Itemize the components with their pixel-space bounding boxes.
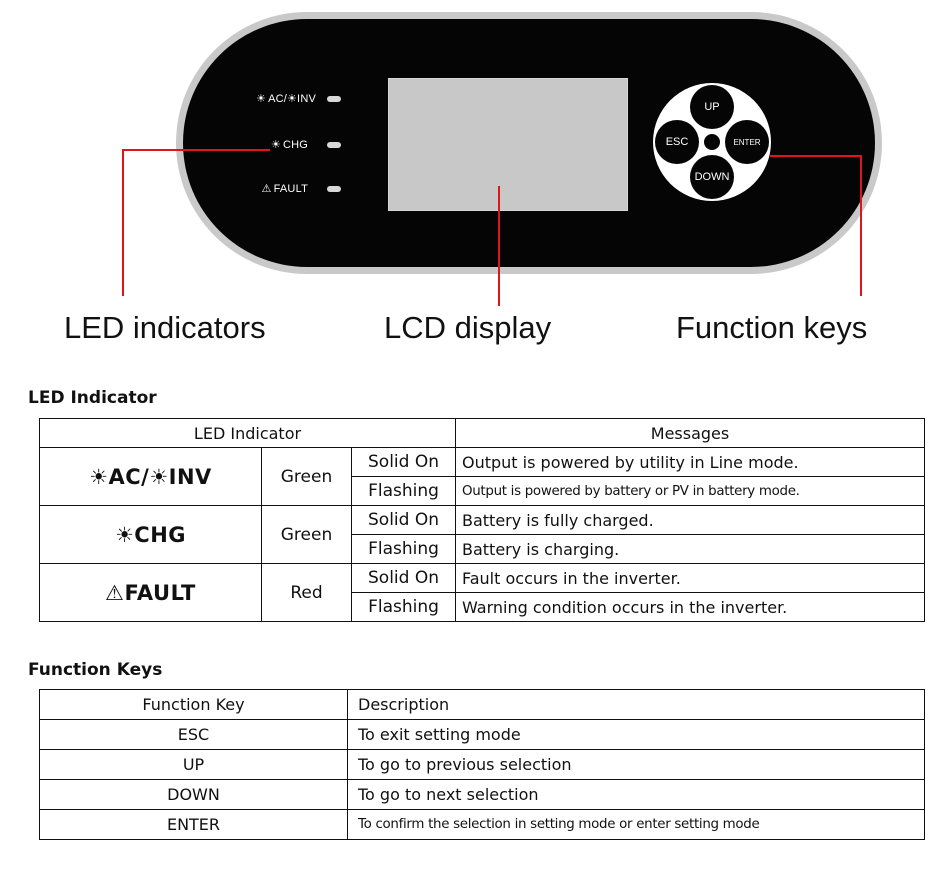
table-header-row <box>40 419 925 448</box>
led-message: Output is powered by utility in Line mode. <box>456 448 925 477</box>
led-state: Flashing <box>352 535 456 564</box>
led-color: Green <box>262 448 352 506</box>
up-key[interactable]: UP <box>690 85 734 129</box>
led-section-title: LED Indicator <box>28 388 157 408</box>
table-row <box>40 780 925 810</box>
led-message: Battery is charging. <box>456 535 925 564</box>
table-header-row <box>40 690 925 720</box>
keypad-center-dot <box>704 134 720 150</box>
led-message: Battery is fully charged. <box>456 506 925 535</box>
led-message: Fault occurs in the inverter. <box>456 564 925 593</box>
led-state: Solid On <box>352 448 456 477</box>
table-row <box>40 564 925 593</box>
enter-key[interactable]: ENTER <box>725 120 769 164</box>
table-row <box>40 506 925 535</box>
led-fault-indicator <box>327 186 341 192</box>
led-name-fault: ⚠FAULT <box>40 564 262 622</box>
key-description: To exit setting mode <box>348 720 925 750</box>
led-indicator-table <box>39 418 925 622</box>
key-description: To go to next selection <box>348 780 925 810</box>
esc-key[interactable]: ESC <box>655 120 699 164</box>
table-row <box>40 448 925 477</box>
sun-icon: ☀ <box>270 139 281 151</box>
sun-icon: ☀ <box>256 93 267 105</box>
warning-icon: ⚠ <box>261 183 272 195</box>
header-messages: Messages <box>456 419 925 448</box>
led-ac-inv-indicator <box>327 96 341 102</box>
key-name: UP <box>40 750 348 780</box>
keys-section-title: Function Keys <box>28 660 163 680</box>
header-function-key: Function Key <box>40 690 348 720</box>
led-name-ac-inv: ☀AC/☀INV <box>40 448 262 506</box>
callout-line-leds-v <box>122 149 124 296</box>
led-message: Output is powered by battery or PV in battery mode. <box>456 477 925 506</box>
device-front-panel <box>0 0 950 360</box>
function-keys-table <box>39 689 925 840</box>
table-row <box>40 720 925 750</box>
led-label-fault: ⚠ FAULT <box>261 183 308 195</box>
key-name: ENTER <box>40 810 348 840</box>
table-row <box>40 810 925 840</box>
led-message: Warning condition occurs in the inverter. <box>456 593 925 622</box>
callout-line-leds-h <box>122 149 270 151</box>
key-name: ESC <box>40 720 348 750</box>
led-state: Flashing <box>352 593 456 622</box>
callout-function-keys: Function keys <box>676 310 868 345</box>
callout-lcd-display: LCD display <box>384 310 552 345</box>
led-state: Flashing <box>352 477 456 506</box>
callout-line-lcd <box>498 186 500 306</box>
led-color: Green <box>262 506 352 564</box>
key-description: To confirm the selection in setting mode or enter setting mode <box>348 810 925 840</box>
led-state: Solid On <box>352 506 456 535</box>
led-color: Red <box>262 564 352 622</box>
led-state: Solid On <box>352 564 456 593</box>
callout-led-indicators: LED indicators <box>64 310 266 345</box>
led-label-chg: ☀ CHG <box>270 139 308 151</box>
down-key[interactable]: DOWN <box>690 155 734 199</box>
led-name-chg: ☀CHG <box>40 506 262 564</box>
callout-line-keys-v <box>860 155 862 296</box>
header-description: Description <box>348 690 925 720</box>
key-name: DOWN <box>40 780 348 810</box>
led-chg-indicator <box>327 142 341 148</box>
key-description: To go to previous selection <box>348 750 925 780</box>
led-label-ac-inv: ☀ AC/☀INV <box>256 93 316 105</box>
lcd-display <box>388 78 628 211</box>
callout-line-keys-h <box>770 155 862 157</box>
header-led-indicator: LED Indicator <box>40 419 456 448</box>
table-row <box>40 750 925 780</box>
function-keypad <box>653 83 771 201</box>
